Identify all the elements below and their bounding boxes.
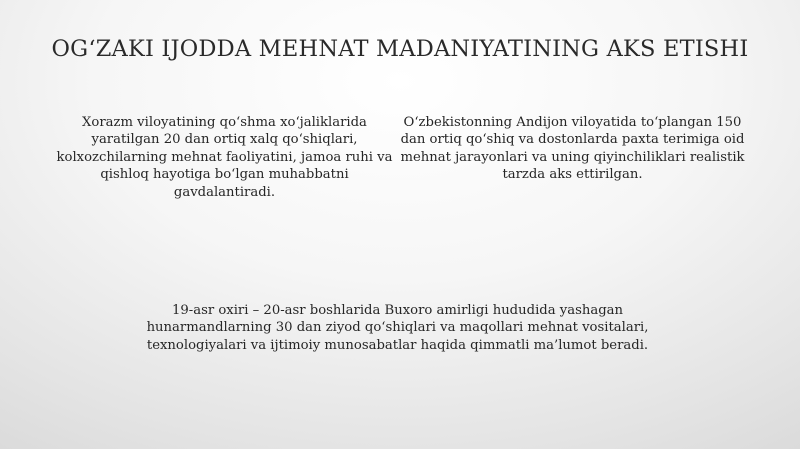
left-text-block: Xorazm viloyatining qo‘shma xo‘jaliklarida yaratilgan 20 dan ortiq xalq qo‘shiqlari, kolxozchilarning mehnat faoliyatini, jamoa ruhi va qishloq hayotiga bo‘lgan muhabbatni gavdalantiradi.: [56, 115, 393, 200]
bottom-text-block: 19-asr oxiri – 20-asr boshlarida Buxoro amirligi hududida yashagan hunarmandlarning 30 dan ziyod qo‘shiqlari va maqollari mehnat vositalari, texnologiyalari va ijtimoiy munosabatlar haqida qimmatli ma’lumot beradi.: [146, 303, 649, 353]
right-text-block: O‘zbekistonning Andijon viloyatida to‘plangan 150 dan ortiq qo‘shiq va dostonlarda paxta terimiga oid mehnat jarayonlari va uning qiyinchiliklari realistik tarzda aks ettirilgan.: [400, 115, 745, 183]
slide-title: OG‘ZAKI IJODDA MEHNAT MADANIYATINING AKS ETISHI: [51, 36, 749, 62]
